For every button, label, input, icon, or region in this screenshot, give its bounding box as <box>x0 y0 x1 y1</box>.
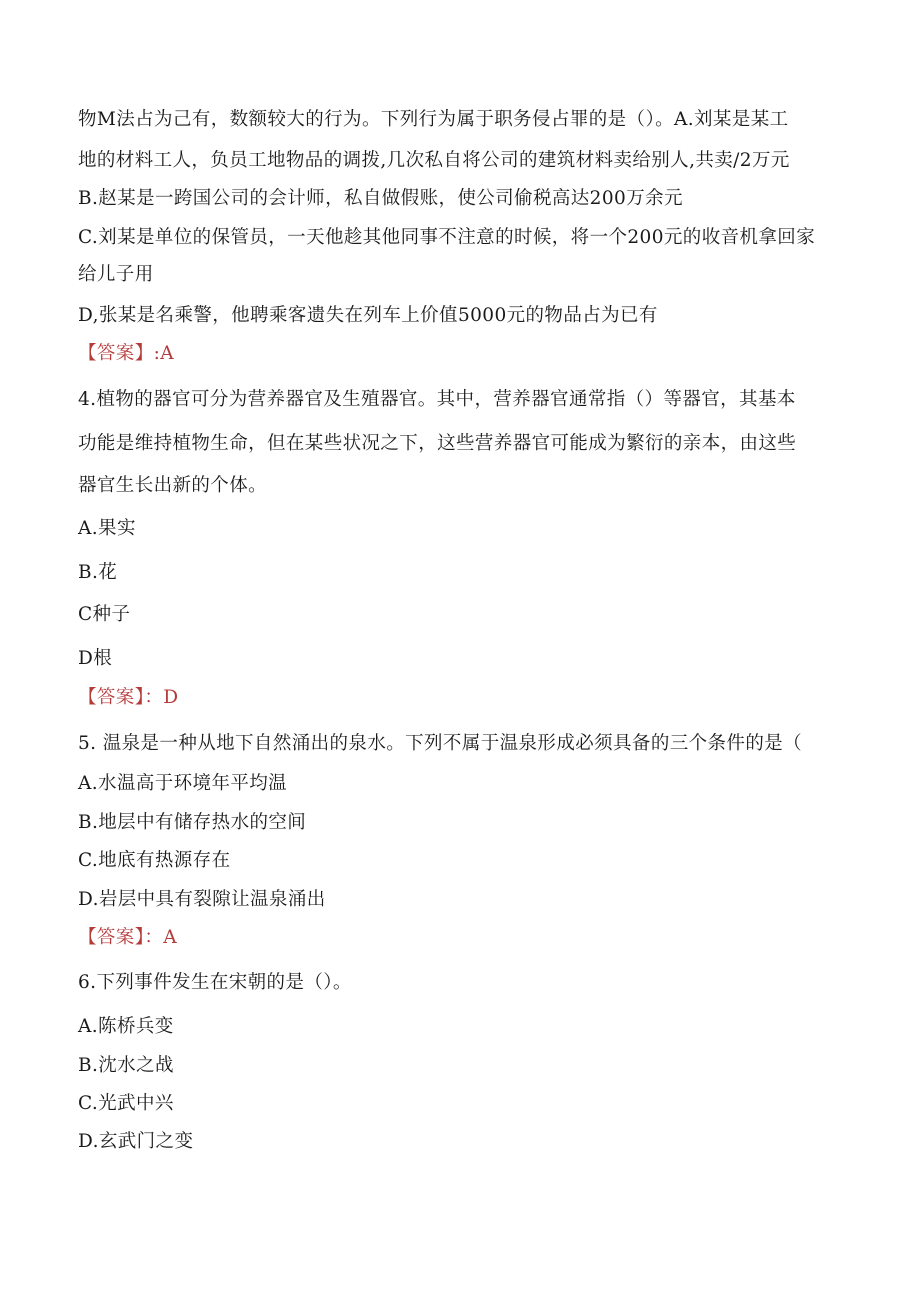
q6-stem: 6.下列事件发生在宋朝的是（）。 <box>78 972 352 993</box>
q5-answer: 【答案】：A <box>78 927 178 948</box>
q5-stem: 5. 温泉是一种从地下自然涌出的泉水。下列不属于温泉形成必须具备的三个条件的是（ <box>78 733 803 754</box>
q3-answer: 【答案】:A <box>78 343 174 364</box>
q3-line-1: 物M法占为己有，数额较大的行为。下列行为属于职务侵占罪的是（）。A.刘某是某工 <box>78 109 789 130</box>
q4-option-b: B.花 <box>78 562 118 583</box>
q4-stem-line-2: 功能是维持植物生命，但在某些状况之下，这些营养器官可能成为繁衍的亲本，由这些 <box>78 433 797 454</box>
q4-answer: 【答案】：D <box>78 687 179 708</box>
q5-option-b: B.地层中有储存热水的空间 <box>78 812 307 833</box>
q6-option-a: A.陈桥兵变 <box>78 1016 174 1037</box>
q3-line-6: D,张某是名乘警，他聘乘客遗失在列车上价值5000元的物品占为已有 <box>78 305 658 326</box>
q5-option-a: A.水温高于环境年平均温 <box>78 773 288 794</box>
q4-option-c: C种子 <box>78 604 131 625</box>
q6-option-b: B.沈水之战 <box>78 1055 174 1076</box>
q6-option-c: C.光武中兴 <box>78 1093 174 1114</box>
q5-option-d: D.岩层中具有裂隙让温泉涌出 <box>78 889 326 910</box>
q4-option-d: D根 <box>78 648 113 669</box>
q4-stem-line-3: 器官生长出新的个体。 <box>78 475 268 496</box>
q3-line-3: B.赵某是一跨国公司的会计师，私自做假账，使公司偷税高达200万余元 <box>78 188 683 209</box>
q4-option-a: A.果实 <box>78 518 136 539</box>
q3-line-4: C.刘某是单位的保管员，一天他趁其他同事不注意的时候，将一个200元的收音机拿回家 <box>78 227 816 248</box>
q3-line-2: 地的材料工人，负员工地物品的调拨,几次私自将公司的建筑材料卖给别人,共卖/2万元 <box>78 150 790 171</box>
q3-line-5: 给儿子用 <box>78 264 154 285</box>
q5-option-c: C.地底有热源存在 <box>78 850 231 871</box>
q4-stem-line-1: 4.植物的器官可分为营养器官及生殖器官。其中，营养器官通常指（）等器官，其基本 <box>78 389 796 410</box>
q6-option-d: D.玄武门之变 <box>78 1131 194 1152</box>
